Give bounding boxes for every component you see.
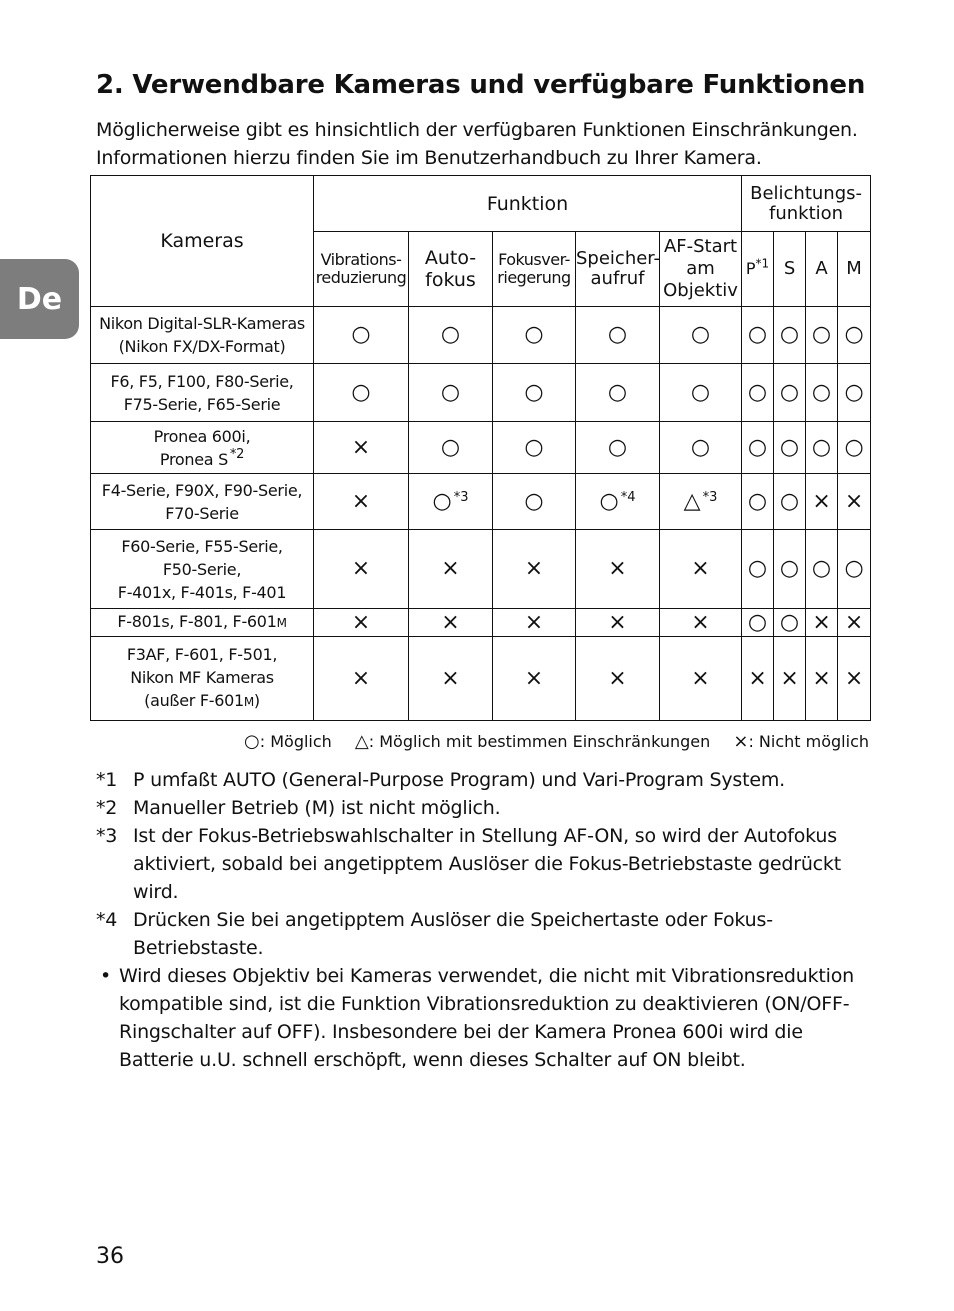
header-funktion: Funktion	[314, 176, 742, 232]
circle-icon: ○	[524, 379, 544, 405]
function-cell: ○ $^{*3}$	[409, 474, 493, 530]
function-cell	[409, 364, 493, 422]
footnote: *1 P umfaßt AUTO (General-Purpose Program) und Vari-Program System.	[96, 769, 785, 791]
function-cell	[660, 530, 742, 609]
function-cell: ○ $^{*4}$	[576, 474, 660, 530]
cross-icon: ×	[844, 665, 864, 691]
function-cell	[838, 422, 871, 474]
section-title: 2. Verwendbare Kameras und verfügbare Funktionen	[96, 70, 866, 100]
function-cell	[742, 307, 774, 364]
function-cell	[742, 530, 774, 609]
circle-icon: ○	[811, 379, 832, 405]
circle-icon: ○	[779, 488, 800, 514]
circle-icon: ○	[811, 434, 832, 460]
function-cell	[409, 530, 493, 609]
circle-icon: ○	[599, 488, 619, 514]
circle-icon: ○	[244, 731, 260, 752]
function-cell	[660, 637, 742, 721]
table-row	[91, 364, 871, 422]
function-cell	[774, 422, 806, 474]
circle-icon: ○	[811, 322, 832, 347]
legend-not-possible: : Nicht möglich	[748, 732, 869, 751]
cross-icon: ×	[691, 609, 710, 635]
circle-icon: ○	[524, 434, 544, 460]
function-cell	[838, 530, 871, 609]
language-tab: De	[0, 259, 79, 339]
circle-icon: ○	[440, 434, 461, 460]
function-cell	[806, 364, 838, 422]
function-cell	[742, 364, 774, 422]
cross-icon: ×	[691, 556, 710, 581]
camera-cell: Nikon Digital-SLR-Kameras (Nikon FX/DX-Format)	[91, 307, 314, 364]
circle-icon: ○	[747, 609, 768, 635]
cross-icon: ×	[844, 488, 864, 514]
function-cell	[576, 422, 660, 474]
cross-icon: ×	[351, 556, 371, 581]
function-cell	[576, 609, 660, 637]
circle-icon: ○	[524, 322, 544, 347]
table-row	[91, 307, 871, 364]
cross-icon: ×	[748, 665, 767, 691]
function-cell	[838, 364, 871, 422]
circle-icon: ○	[811, 556, 832, 581]
cross-icon: ×	[691, 665, 710, 691]
circle-icon: ○	[607, 379, 628, 405]
circle-icon: ○	[351, 322, 371, 347]
circle-icon: ○	[844, 556, 864, 581]
header-speicheraufruf: Speicher- aufruf	[576, 232, 660, 307]
function-cell	[774, 307, 806, 364]
circle-icon: ○	[779, 379, 800, 405]
footnote: *2 Manueller Betrieb (M) ist nicht möglich.	[96, 797, 501, 819]
cross-icon: ×	[780, 665, 799, 691]
intro-text	[96, 116, 886, 172]
function-cell	[409, 609, 493, 637]
compatibility-table	[90, 175, 871, 721]
circle-icon: ○	[432, 488, 452, 514]
circle-icon: ○	[779, 556, 800, 581]
function-cell	[806, 530, 838, 609]
function-cell	[774, 474, 806, 530]
function-cell	[576, 530, 660, 609]
table-row	[91, 530, 871, 609]
function-cell	[838, 637, 871, 721]
header-m: M	[838, 232, 871, 307]
function-cell	[493, 609, 576, 637]
function-cell	[660, 307, 742, 364]
cross-icon: ×	[351, 488, 371, 514]
function-cell	[806, 474, 838, 530]
function-cell	[493, 530, 576, 609]
function-cell	[409, 422, 493, 474]
triangle-icon: △	[354, 731, 369, 752]
circle-icon: ○	[747, 488, 768, 514]
function-cell	[576, 637, 660, 721]
camera-cell: F4-Serie, F90X, F90-Serie, F70-Serie	[91, 474, 314, 530]
header-a: A	[806, 232, 838, 307]
header-af-start: AF-Start am Objektiv	[660, 232, 742, 307]
circle-icon: ○	[844, 379, 864, 405]
cross-icon: ×	[608, 665, 627, 691]
circle-icon: ○	[690, 379, 711, 405]
footnote: *3 Ist der Fokus-Betriebswahlschalter in Stellung AF-ON, so wird der Autofokus aktiviert, sobald bei angetipptem Auslöser die Fokus-Betriebstaste gedrückt wird.	[96, 825, 841, 903]
camera-cell: F6, F5, F100, F80-Serie, F75-Serie, F65-Serie	[91, 364, 314, 422]
circle-icon: ○	[747, 434, 768, 460]
circle-icon: ○	[747, 322, 768, 347]
camera-cell: Pronea 600i, Pronea S $^{*2}$	[91, 422, 314, 474]
function-cell	[742, 609, 774, 637]
function-cell	[742, 474, 774, 530]
function-cell	[742, 422, 774, 474]
legend-possible: : Möglich	[259, 732, 332, 751]
function-cell	[493, 422, 576, 474]
function-cell	[314, 637, 409, 721]
cross-icon: ×	[441, 665, 460, 691]
cross-icon: ×	[812, 609, 831, 635]
header-vibrationsreduzierung: Vibrations- reduzierung	[314, 232, 409, 307]
table-row	[91, 474, 871, 530]
function-cell: △ $^{*3}$	[660, 474, 742, 530]
circle-icon: ○	[690, 434, 711, 460]
function-cell	[314, 530, 409, 609]
function-cell	[314, 307, 409, 364]
circle-icon: ○	[747, 556, 768, 581]
function-cell	[806, 307, 838, 364]
cross-icon: ×	[351, 434, 371, 460]
function-cell	[314, 422, 409, 474]
function-cell	[774, 530, 806, 609]
function-cell	[314, 609, 409, 637]
cross-icon: ×	[812, 665, 831, 691]
circle-icon: ○	[779, 609, 800, 635]
cross-icon: ×	[351, 665, 371, 691]
footnote: *4 Drücken Sie bei angetipptem Auslöser die Speichertaste oder Fokus- Betriebstaste.	[96, 909, 773, 959]
camera-cell: F3AF, F-601, F-501, Nikon MF Kameras (außer F-601M)	[91, 637, 314, 721]
header-fokusverriegerung: Fokusver- riegerung	[493, 232, 576, 307]
footnotes	[96, 766, 886, 1074]
function-cell	[493, 307, 576, 364]
cross-icon: ×	[608, 556, 627, 581]
function-cell	[660, 422, 742, 474]
table-row	[91, 609, 871, 637]
function-cell	[774, 637, 806, 721]
function-cell	[838, 474, 871, 530]
function-cell	[409, 637, 493, 721]
legend-limited: : Möglich mit bestimmen Einschränkungen	[368, 732, 711, 751]
symbol-legend	[244, 731, 869, 752]
circle-icon: ○	[747, 379, 768, 405]
circle-icon: ○	[440, 379, 461, 405]
circle-icon: ○	[351, 379, 371, 405]
function-cell	[660, 609, 742, 637]
function-cell	[660, 364, 742, 422]
table-row	[91, 637, 871, 721]
function-cell	[806, 422, 838, 474]
function-cell	[838, 609, 871, 637]
function-cell	[409, 307, 493, 364]
header-cameras: Kameras	[91, 176, 314, 307]
function-cell	[806, 609, 838, 637]
circle-icon: ○	[844, 434, 864, 460]
camera-cell: F-801s, F-801, F-601M	[91, 609, 314, 637]
bullet-note: • Wird dieses Objektiv bei Kameras verwendet, die nicht mit Vibrationsreduktion kompatible sind, ist die Funktion Vibrationsreduktion zu deaktivieren (ON/OFF- Ringschalter auf OFF). Insbesondere bei der Kamera Pronea 600i wird die Batterie u.U. schnell erschöpft, wenn dieses Schalter auf ON bleibt.	[100, 965, 854, 1071]
cross-icon: ×	[441, 609, 460, 635]
cross-icon: ×	[524, 665, 544, 691]
table-row	[91, 422, 871, 474]
function-cell	[576, 364, 660, 422]
circle-icon: ○	[779, 322, 800, 347]
triangle-icon: △	[683, 488, 701, 514]
cross-icon: ×	[608, 609, 627, 635]
circle-icon: ○	[779, 434, 800, 460]
function-cell	[838, 307, 871, 364]
cross-icon: ×	[524, 609, 544, 635]
header-p: $P^{*1}$	[742, 232, 774, 307]
circle-icon: ○	[607, 322, 628, 347]
intro-line: Möglicherweise gibt es hinsichtlich der verfügbaren Funktionen Einschränkungen.	[96, 119, 858, 141]
circle-icon: ○	[440, 322, 461, 347]
cross-icon: ×	[441, 556, 460, 581]
cross-icon: ×	[812, 488, 831, 514]
function-cell	[314, 474, 409, 530]
function-cell	[774, 609, 806, 637]
camera-cell: F60-Serie, F55-Serie, F50-Serie, F-401x, F-401s, F-401	[91, 530, 314, 609]
function-cell	[314, 364, 409, 422]
intro-line: Informationen hierzu finden Sie im Benutzerhandbuch zu Ihrer Kamera.	[96, 147, 762, 169]
circle-icon: ○	[844, 322, 864, 347]
function-cell	[493, 474, 576, 530]
cross-icon: ×	[351, 609, 371, 635]
function-cell	[493, 637, 576, 721]
function-cell	[806, 637, 838, 721]
function-cell	[742, 637, 774, 721]
circle-icon: ○	[690, 322, 711, 347]
function-cell	[774, 364, 806, 422]
header-belichtungsfunktion: Belichtungs- funktion	[742, 176, 871, 232]
cross-icon: ×	[733, 731, 749, 752]
circle-icon: ○	[524, 488, 544, 514]
function-cell	[493, 364, 576, 422]
function-cell	[576, 307, 660, 364]
header-autofokus: Auto- fokus	[409, 232, 493, 307]
cross-icon: ×	[524, 556, 544, 581]
circle-icon: ○	[607, 434, 628, 460]
cross-icon: ×	[844, 609, 864, 635]
page-number: 36	[96, 1244, 124, 1269]
header-s: S	[774, 232, 806, 307]
